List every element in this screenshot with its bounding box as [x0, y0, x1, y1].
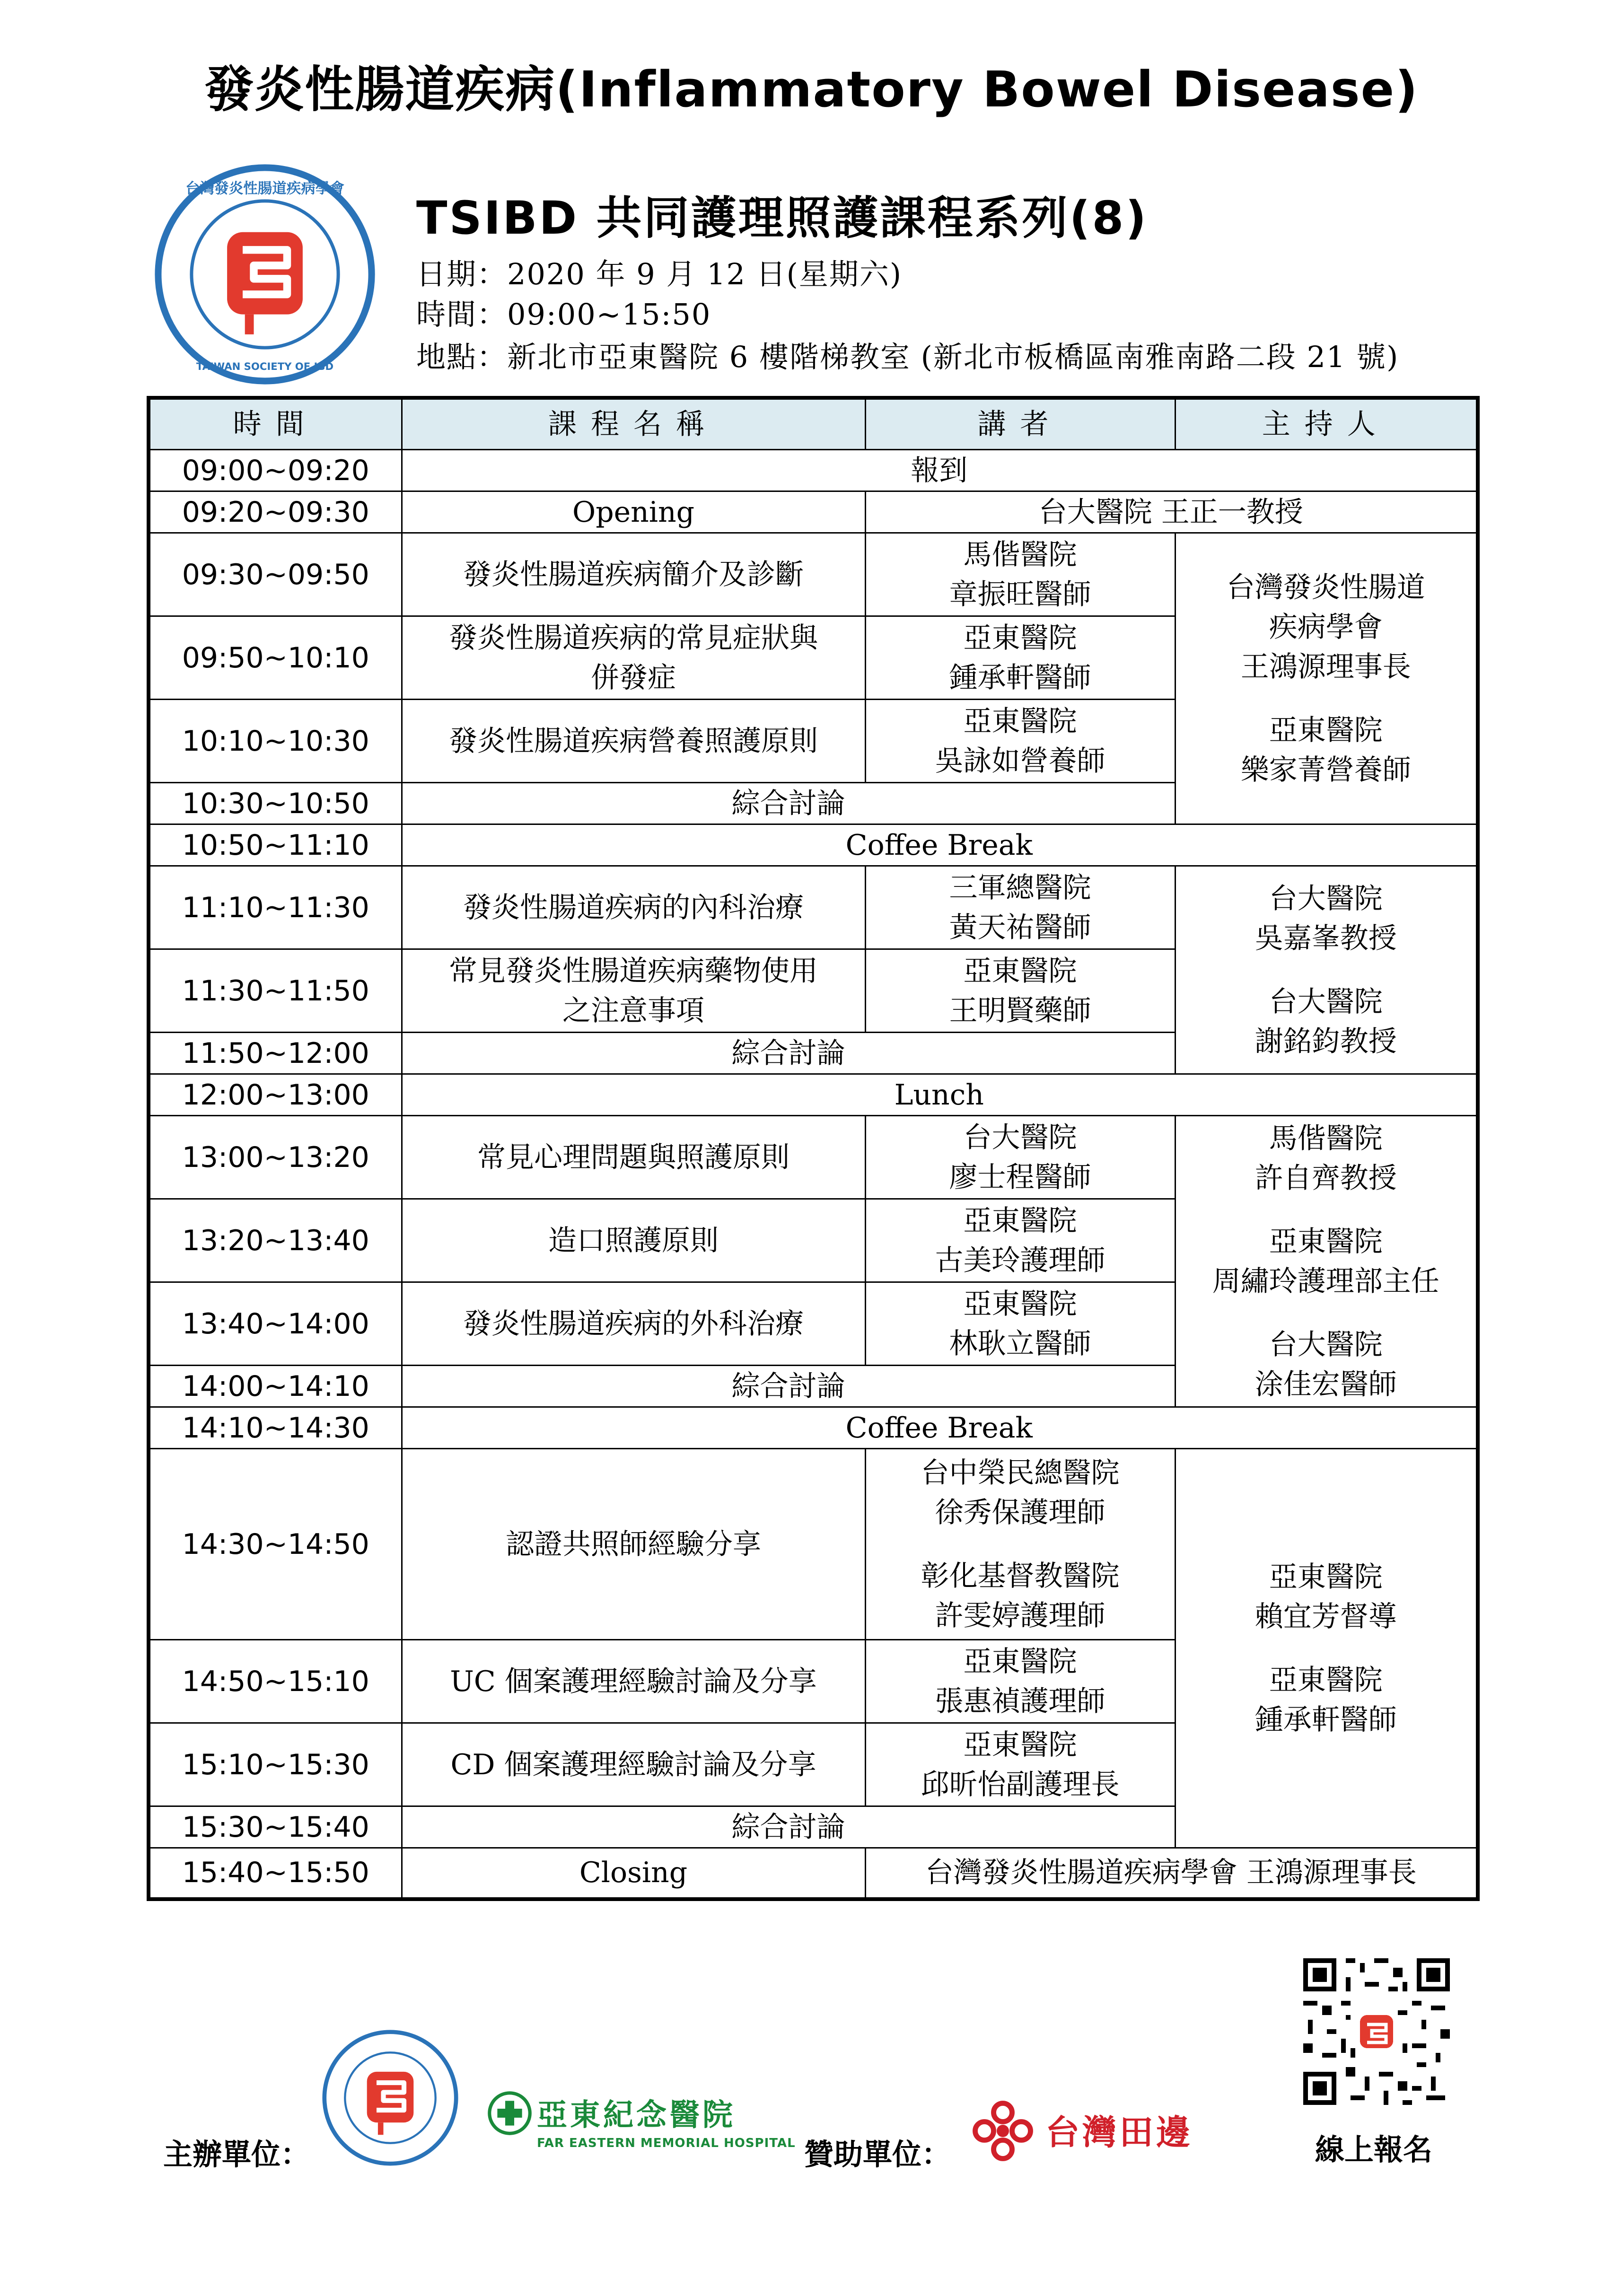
table-row	[149, 1407, 1478, 1449]
host-cell	[1175, 1449, 1478, 1848]
time-cell: 15:40~15:50	[149, 1848, 402, 1899]
hospital-cross-icon	[487, 2091, 532, 2136]
speaker-name: 徐秀保護理師	[935, 1496, 1105, 1529]
host-cell	[1175, 533, 1478, 824]
course-cell: 發炎性腸道疾病的外科治療	[402, 1282, 865, 1366]
page-title: 發炎性腸道疾病(Inflammatory Bowel Disease)	[204, 61, 1419, 118]
course-cell: 常見心理問題與照護原則	[402, 1116, 865, 1199]
course-cell: 發炎性腸道疾病營養照護原則	[402, 700, 865, 783]
table-row	[149, 824, 1478, 866]
host-line: 謝銘鈞教授	[1255, 1025, 1397, 1058]
course-cell: 綜合討論	[402, 1366, 1175, 1407]
event-location: 地點：新北市亞東醫院 6 樓階梯教室 (新北市板橋區南雅南路二段 21 號)	[416, 340, 1399, 374]
host-line: 樂家菁營養師	[1240, 753, 1411, 787]
time-cell: 11:50~12:00	[149, 1033, 402, 1074]
speaker-cell	[865, 1723, 1175, 1806]
course-cell: 發炎性腸道疾病簡介及診斷	[402, 533, 865, 616]
table-row	[149, 1074, 1478, 1116]
time-cell: 14:50~15:10	[149, 1640, 402, 1723]
svg-text:TAIWAN SOCIETY OF IBD: TAIWAN SOCIETY OF IBD	[196, 360, 334, 373]
event-date: 日期：2020 年 9 月 12 日(星期六)	[416, 257, 903, 291]
time-cell: 12:00~13:00	[149, 1074, 402, 1116]
speaker-org: 亞東醫院	[963, 621, 1077, 655]
time-cell: 09:00~09:20	[149, 450, 402, 491]
qr-code[interactable]	[1298, 1954, 1455, 2110]
speaker-name: 古美玲護理師	[935, 1244, 1105, 1277]
speaker-name: 黃天祐醫師	[949, 911, 1091, 944]
speaker-name: 許雯婷護理師	[935, 1599, 1105, 1632]
time-cell: 15:30~15:40	[149, 1806, 402, 1848]
speaker-cell: 台大醫院 王正一教授	[865, 491, 1478, 533]
course-cell: Coffee Break	[402, 1407, 1478, 1449]
course-line: 常見發炎性腸道疾病藥物使用	[449, 954, 818, 988]
time-cell: 10:10~10:30	[149, 700, 402, 783]
course-cell: 報到	[402, 450, 1478, 491]
course-cell: 綜合討論	[402, 783, 1175, 824]
course-cell: Lunch	[402, 1074, 1478, 1116]
course-cell	[402, 616, 865, 700]
host-line: 王鴻源理事長	[1240, 650, 1411, 684]
speaker-cell	[865, 1449, 1175, 1640]
header-course: 課程名稱	[402, 398, 865, 450]
speaker-cell: 台灣發炎性腸道疾病學會 王鴻源理事長	[865, 1848, 1478, 1899]
time-cell: 14:10~14:30	[149, 1407, 402, 1449]
time-cell: 09:20~09:30	[149, 491, 402, 533]
speaker-cell	[865, 616, 1175, 700]
host-line: 周繡玲護理部主任	[1212, 1264, 1439, 1298]
speaker-cell	[865, 1282, 1175, 1366]
host-line: 台大醫院	[1269, 882, 1383, 915]
host-line: 涂佳宏醫師	[1255, 1367, 1397, 1401]
course-line: 併發症	[591, 661, 676, 694]
svg-text:台灣發炎性腸道疾病學會: 台灣發炎性腸道疾病學會	[185, 180, 345, 197]
host-line: 台大醫院	[1269, 985, 1383, 1018]
sponsor-label: 贊助單位：	[804, 2137, 951, 2172]
time-cell: 10:30~10:50	[149, 783, 402, 824]
course-cell: 綜合討論	[402, 1806, 1175, 1848]
speaker-cell	[865, 533, 1175, 616]
speaker-org: 亞東醫院	[963, 1645, 1077, 1678]
time-cell: 15:10~15:30	[149, 1723, 402, 1806]
event-time: 時間：09:00~15:50	[416, 297, 711, 332]
header-host: 主持人	[1175, 398, 1478, 450]
course-cell: 發炎性腸道疾病的內科治療	[402, 866, 865, 949]
hospital-logo-text	[537, 2091, 796, 2150]
speaker-org: 彰化基督教醫院	[921, 1559, 1120, 1593]
host-line: 許自齊教授	[1255, 1161, 1397, 1195]
speaker-org: 亞東醫院	[963, 1728, 1077, 1761]
speaker-name: 王明賢藥師	[949, 994, 1091, 1027]
course-line: 之注意事項	[562, 994, 704, 1027]
header-speaker: 講者	[865, 398, 1175, 450]
table-header-row	[149, 398, 1478, 450]
speaker-cell	[865, 1640, 1175, 1723]
speaker-cell	[865, 949, 1175, 1033]
host-cell	[1175, 1116, 1478, 1407]
speaker-name: 廖士程醫師	[949, 1160, 1091, 1194]
time-cell: 14:30~14:50	[149, 1449, 402, 1640]
speaker-org: 馬偕醫院	[963, 538, 1077, 571]
society-logo	[154, 163, 376, 386]
table-row	[149, 1116, 1478, 1199]
time-cell: 09:30~09:50	[149, 533, 402, 616]
time-cell: 13:40~14:00	[149, 1282, 402, 1366]
host-line: 鍾承軒醫師	[1255, 1703, 1397, 1736]
course-cell: 認證共照師經驗分享	[402, 1449, 865, 1640]
header-time: 時間	[149, 398, 402, 450]
speaker-org: 亞東醫院	[963, 954, 1077, 988]
time-cell: 11:30~11:50	[149, 949, 402, 1033]
course-cell: Opening	[402, 491, 865, 533]
table-row	[149, 1449, 1478, 1640]
table-row	[149, 866, 1478, 949]
time-cell: 09:50~10:10	[149, 616, 402, 700]
host-line: 亞東醫院	[1269, 713, 1383, 747]
course-cell: 造口照護原則	[402, 1199, 865, 1282]
host-line: 馬偕醫院	[1269, 1122, 1383, 1155]
speaker-cell	[865, 1116, 1175, 1199]
speaker-name: 林耿立醫師	[949, 1327, 1091, 1360]
speaker-org: 台大醫院	[963, 1121, 1077, 1154]
speaker-name: 章振旺醫師	[949, 578, 1091, 611]
host-line: 台大醫院	[1269, 1328, 1383, 1361]
time-cell: 14:00~14:10	[149, 1366, 402, 1407]
table-row	[149, 450, 1478, 491]
speaker-name: 邱昕怡副護理長	[921, 1768, 1120, 1801]
course-cell: Coffee Break	[402, 824, 1478, 866]
speaker-org: 亞東醫院	[963, 1287, 1077, 1321]
society-logo-small	[322, 2029, 459, 2166]
sponsor-logo-icon	[972, 2100, 1034, 2162]
host-line: 亞東醫院	[1269, 1663, 1383, 1697]
course-cell: UC 個案護理經驗討論及分享	[402, 1640, 865, 1723]
speaker-name: 吳詠如營養師	[935, 744, 1105, 778]
table-row	[149, 491, 1478, 533]
host-line: 亞東醫院	[1269, 1560, 1383, 1594]
register-label: 線上報名	[1315, 2132, 1433, 2167]
time-cell: 11:10~11:30	[149, 866, 402, 949]
speaker-cell	[865, 1199, 1175, 1282]
course-cell: Closing	[402, 1848, 865, 1899]
host-line: 亞東醫院	[1269, 1225, 1383, 1258]
host-line: 賴宜芳督導	[1255, 1600, 1397, 1633]
speaker-cell	[865, 866, 1175, 949]
time-cell: 10:50~11:10	[149, 824, 402, 866]
course-title: TSIBD 共同護理照護課程系列(8)	[416, 192, 1149, 245]
sponsor-name: 台灣田邊	[1045, 2112, 1193, 2152]
speaker-name: 張惠禎護理師	[935, 1684, 1105, 1718]
host-line: 吳嘉峯教授	[1255, 921, 1397, 955]
course-cell	[402, 949, 865, 1033]
speaker-org: 三軍總醫院	[949, 871, 1091, 904]
host-cell	[1175, 866, 1478, 1074]
speaker-org: 台中榮民總醫院	[921, 1456, 1120, 1490]
time-cell: 13:20~13:40	[149, 1199, 402, 1282]
course-cell: CD 個案護理經驗討論及分享	[402, 1723, 865, 1806]
speaker-org: 亞東醫院	[963, 1204, 1077, 1237]
hospital-name-zh: 亞東紀念醫院	[537, 2098, 736, 2133]
schedule-table	[147, 396, 1480, 1901]
table-row	[149, 533, 1478, 616]
table-row	[149, 1848, 1478, 1899]
course-cell: 綜合討論	[402, 1033, 1175, 1074]
host-line: 疾病學會	[1269, 610, 1383, 644]
hospital-name-en: FAR EASTERN MEMORIAL HOSPITAL	[537, 2136, 796, 2150]
speaker-name: 鍾承軒醫師	[949, 661, 1091, 694]
time-cell: 13:00~13:20	[149, 1116, 402, 1199]
speaker-cell	[865, 700, 1175, 783]
organizer-label: 主辦單位：	[163, 2137, 310, 2172]
host-line: 台灣發炎性腸道	[1226, 570, 1425, 604]
speaker-org: 亞東醫院	[963, 704, 1077, 738]
course-line: 發炎性腸道疾病的常見症狀與	[449, 621, 818, 655]
